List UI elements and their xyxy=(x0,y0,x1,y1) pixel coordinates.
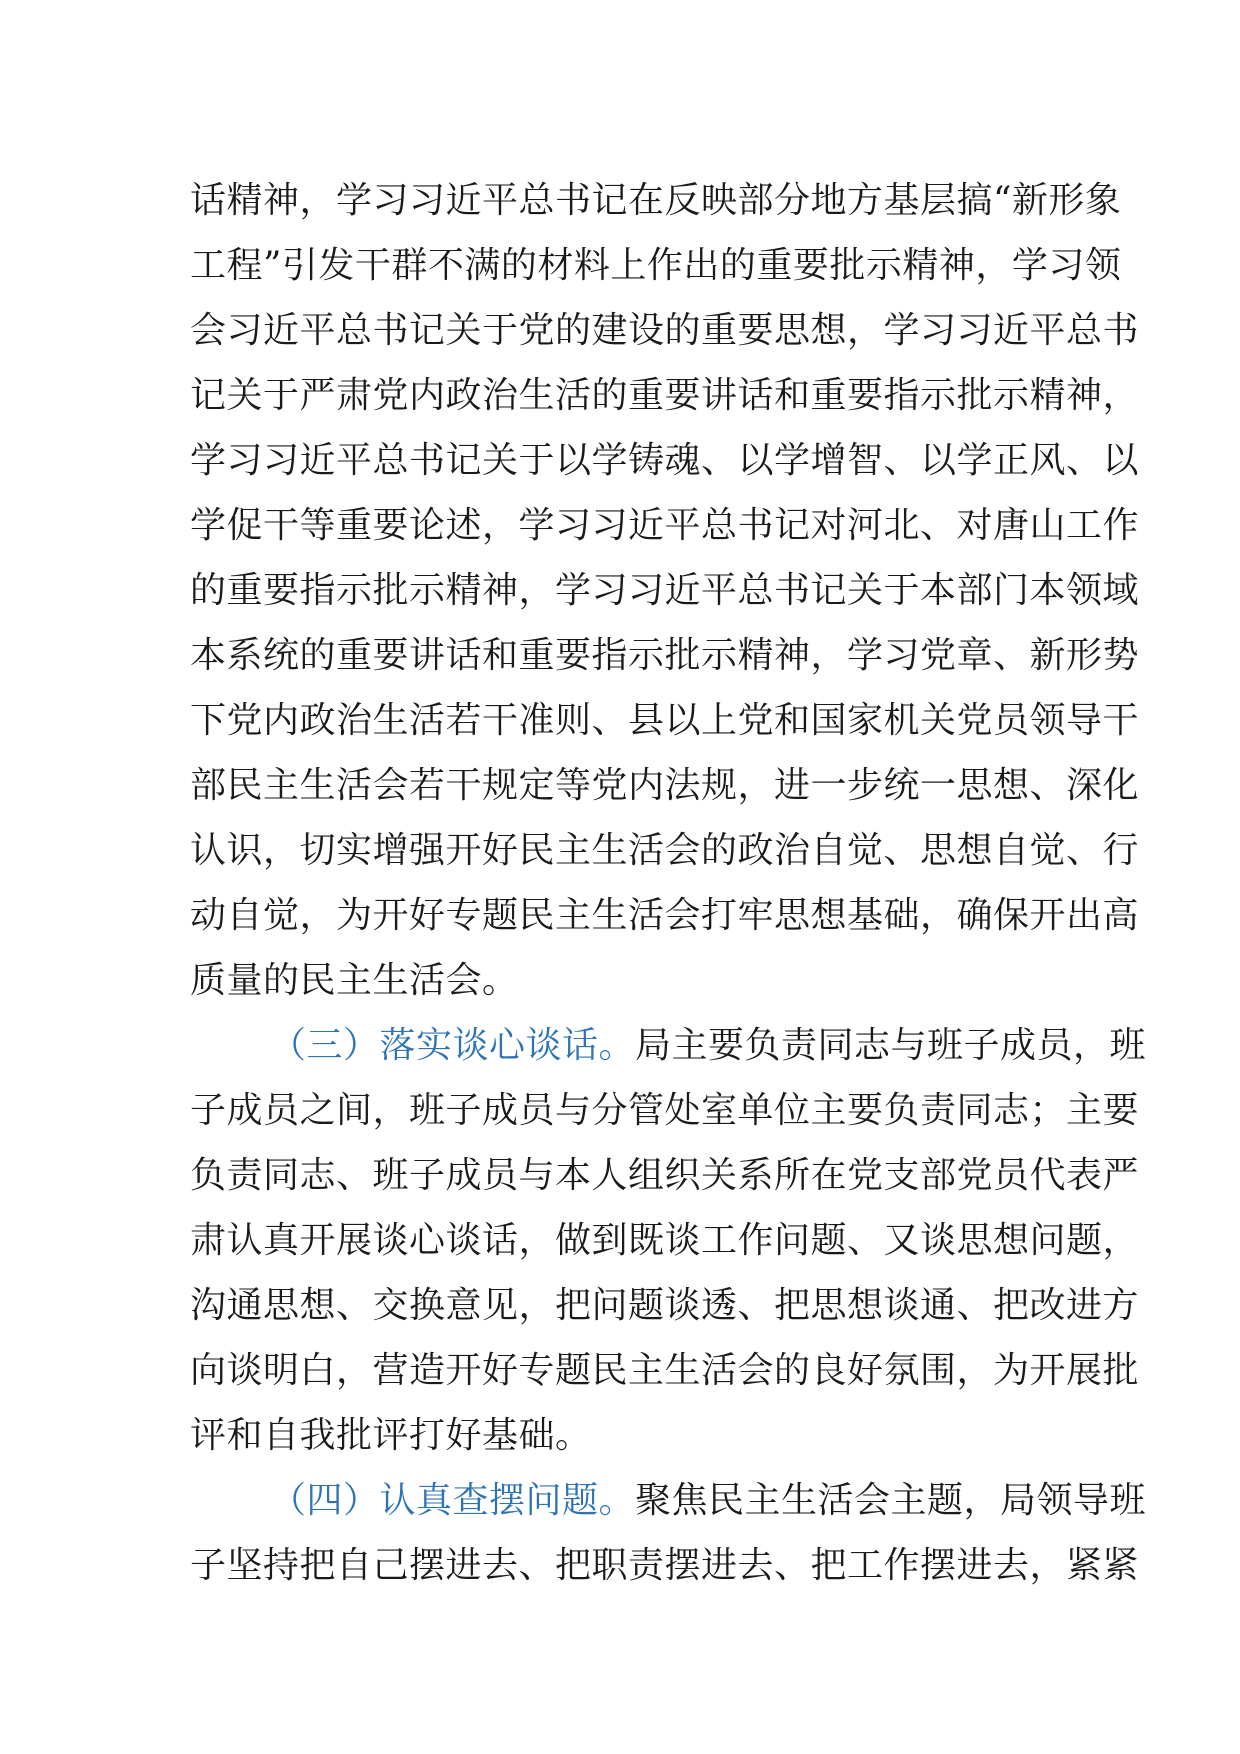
document-body xyxy=(190,168,1147,1598)
text-line: 学促干等重要论述，学习习近平总书记对河北、对唐山工作 xyxy=(190,505,1140,546)
text-line: 向谈明白，营造开好专题民主生活会的良好氛围，为开展批 xyxy=(190,1350,1140,1391)
text-line: 认识，切实增强开好民主生活会的政治自觉、思想自觉、行 xyxy=(190,830,1140,871)
text-line: 下党内政治生活若干准则、县以上党和国家机关党员领导干 xyxy=(190,700,1140,741)
text-line: 工程”引发干群不满的材料上作出的重要批示精神，学习领 xyxy=(190,245,1122,286)
section-find-problems xyxy=(190,1468,1147,1598)
section-first-line-text: 聚焦民主生活会主题，局领导班 xyxy=(635,1480,1147,1521)
text-line: 肃认真开展谈心谈话，做到既谈工作问题、又谈思想问题， xyxy=(190,1220,1140,1261)
text-line: 学习习近平总书记关于以学铸魂、以学增智、以学正风、以 xyxy=(190,440,1140,481)
text-line: 记关于严肃党内政治生活的重要讲话和重要指示批示精神， xyxy=(190,375,1140,416)
text-line: 动自觉，为开好专题民主生活会打牢思想基础，确保开出高 xyxy=(190,895,1140,936)
text-line: 质量的民主生活会。 xyxy=(190,960,519,1001)
text-line: 的重要指示批示精神，学习习近平总书记关于本部门本领域 xyxy=(190,570,1140,611)
text-line: 评和自我批评打好基础。 xyxy=(190,1415,592,1456)
text-line: 会习近平总书记关于党的建设的重要思想，学习习近平总书 xyxy=(190,310,1140,351)
text-line: 子成员之间，班子成员与分管处室单位主要负责同志；主要 xyxy=(190,1090,1140,1131)
section-heading: （四）认真查摆问题。 xyxy=(270,1480,636,1521)
text-line: 话精神，学习习近平总书记在反映部分地方基层搞“新形象 xyxy=(190,180,1122,221)
section-first-line xyxy=(190,1013,1147,1078)
text-line: 负责同志、班子成员与本人组织关系所在党支部党员代表严 xyxy=(190,1155,1140,1196)
text-line: 子坚持把自己摆进去、把职责摆进去、把工作摆进去，紧紧 xyxy=(190,1545,1140,1586)
section-first-line-text: 局主要负责同志与班子成员，班 xyxy=(635,1025,1147,1066)
text-line: 本系统的重要讲话和重要指示批示精神，学习党章、新形势 xyxy=(190,635,1140,676)
text-line: 沟通思想、交换意见，把问题谈透、把思想谈通、把改进方 xyxy=(190,1285,1140,1326)
section-heading: （三）落实谈心谈话。 xyxy=(270,1025,636,1066)
section-talk-heart-to-heart xyxy=(190,1013,1147,1468)
paragraph-study-spirit xyxy=(190,168,1140,1013)
text-line: 部民主生活会若干规定等党内法规，进一步统一思想、深化 xyxy=(190,765,1140,806)
section-first-line xyxy=(190,1468,1147,1533)
